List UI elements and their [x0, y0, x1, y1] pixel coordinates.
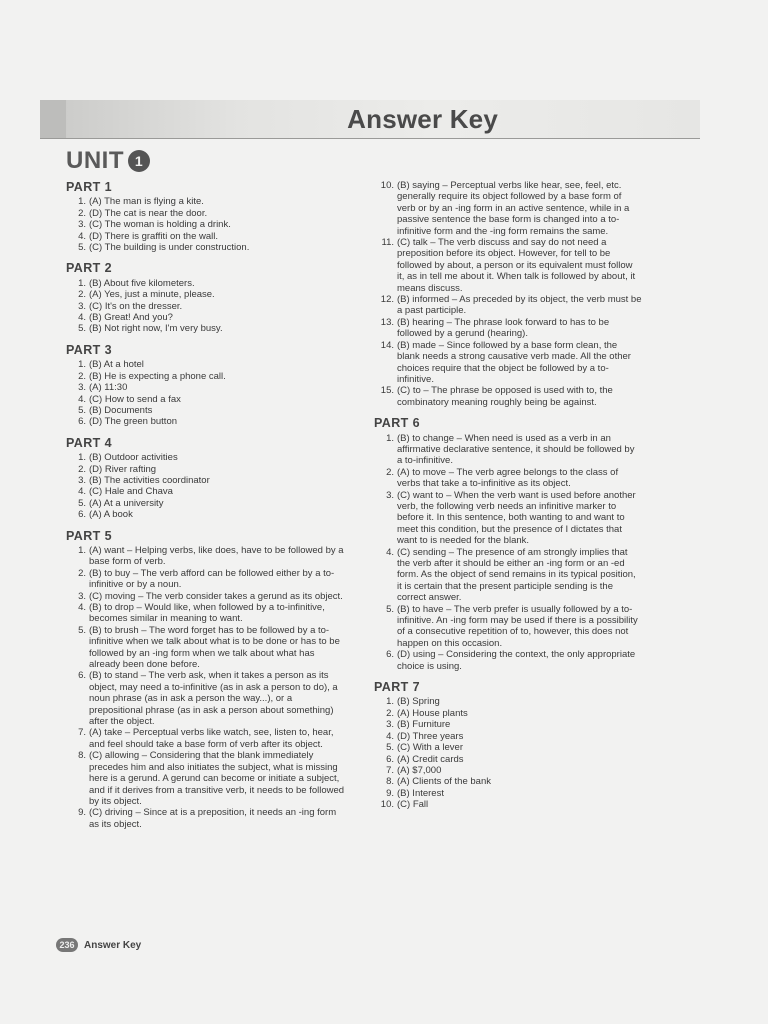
- answer-item: [374, 294, 642, 317]
- answer-item: [374, 340, 642, 386]
- answer-number: 5.: [78, 323, 86, 335]
- answer-text: (B) informed – As preceded by its object, the verb must be a past participle.: [397, 294, 642, 317]
- answer-number: 6.: [386, 649, 394, 661]
- answer-text: (C) talk – The verb discuss and say do not need a preposition before its object. However, for tell to be followed by about, a person or its equivalent must follow it, as in tell me about it. When talk is followed by about, it means discuss.: [397, 237, 636, 294]
- answer-number: 4.: [78, 486, 86, 498]
- answer-text: (A) Yes, just a minute, please.: [89, 289, 215, 301]
- part-title: PART 4: [66, 435, 112, 450]
- answer-text: (A) Credit cards: [397, 753, 464, 765]
- answer-item: [66, 509, 348, 520]
- answer-number: 1.: [78, 544, 86, 556]
- answer-item: [66, 416, 348, 427]
- answer-item: [66, 278, 348, 289]
- answer-item: [374, 776, 642, 787]
- answer-text: (A) $7,000: [397, 764, 442, 776]
- answer-item: [374, 799, 642, 810]
- left-column: [66, 182, 348, 830]
- answer-item: [374, 180, 642, 237]
- answer-text: (C) Fall: [397, 799, 429, 811]
- answer-number: 2.: [78, 567, 86, 579]
- answer-text: (A) A book: [89, 509, 133, 521]
- answer-text: (A) House plants: [397, 707, 468, 719]
- answer-item: [66, 208, 348, 219]
- answer-number: 4.: [78, 602, 86, 613]
- right-column: [374, 180, 642, 811]
- answer-text: (D) There is graffiti on the wall.: [89, 230, 219, 242]
- answer-number: 1.: [386, 432, 394, 444]
- answer-text: (A) Clients of the bank: [397, 776, 491, 788]
- answer-item: [66, 289, 348, 300]
- answer-text: (D) The green button: [89, 416, 178, 428]
- answer-text: (C) driving – Since at is a preposition, it needs an -ing form as its object.: [89, 807, 337, 830]
- answer-text: (B) Outdoor activities: [89, 452, 178, 464]
- answer-number: 1.: [78, 452, 86, 464]
- answer-number: 5.: [78, 242, 86, 254]
- answer-text: (B) to drop – Would like, when followed by a to-infinitive, becomes similar in meaning to want.: [89, 602, 325, 625]
- answer-number: 7.: [386, 764, 394, 776]
- answer-item: [66, 231, 348, 242]
- answer-number: 4.: [78, 393, 86, 405]
- part-title: PART 1: [66, 180, 112, 194]
- answer-item: [374, 490, 642, 547]
- answer-text: (B) to buy – The verb afford can be followed either by a to-infinitive or by a noun.: [89, 567, 335, 591]
- unit-number-badge: 1: [128, 150, 150, 172]
- answer-number: 11.: [381, 237, 394, 249]
- answer-number: 6.: [78, 670, 86, 682]
- answer-number: 6.: [78, 416, 86, 428]
- answer-item: [66, 394, 348, 405]
- unit-heading: [66, 147, 150, 175]
- answer-number: 4.: [386, 546, 394, 558]
- answer-number: 1.: [386, 696, 394, 708]
- answer-item: [374, 649, 642, 672]
- answer-item: [374, 754, 642, 765]
- answer-item: [374, 433, 642, 467]
- answer-text: (B) The activities coordinator: [89, 474, 210, 486]
- answer-item: [66, 807, 348, 830]
- answer-item: [374, 765, 642, 776]
- answer-text: (B) to stand – The verb ask, when it takes a person as its object, may need a to-infinitive (as in ask a person to do), a noun phrase (as in ask a person the way...), or a prepositional phrase (as in ask a person about something) after the object.: [89, 670, 338, 728]
- answer-number: 1.: [78, 277, 86, 289]
- answer-number: 4.: [78, 312, 86, 324]
- answer-item: [66, 727, 348, 750]
- answer-text: (A) want – Helping verbs, like does, have to be followed by a base form of verb.: [89, 544, 344, 568]
- answer-item: [66, 382, 348, 393]
- answer-number: 13.: [380, 316, 394, 328]
- part-title: PART 3: [66, 342, 112, 357]
- answer-number: 8.: [386, 776, 394, 788]
- answer-text: (C) Hale and Chava: [89, 486, 173, 498]
- answer-number: 9.: [386, 787, 394, 799]
- answer-number: 2.: [78, 463, 86, 475]
- answer-item: [66, 312, 348, 323]
- answer-number: 15.: [380, 385, 394, 397]
- answer-number: 3.: [78, 219, 86, 231]
- answer-text: (B) About five kilometers.: [89, 277, 195, 289]
- answer-text: (C) allowing – Considering that the blank immediately precedes him and also initiates the subject, what is missing here is a gerund. A gerund can become or initiate a subject, and if it derives from a transitive verb, it needs to be followed by its object.: [89, 750, 345, 807]
- answer-text: (A) take – Perceptual verbs like watch, see, listen to, hear, and feel should take a base form of verb after its object.: [89, 727, 334, 750]
- answer-item: [66, 750, 348, 807]
- part-title: PART 2: [66, 261, 112, 276]
- answer-number: 14.: [380, 339, 394, 351]
- answer-number: 5.: [78, 624, 86, 636]
- answer-text: (C) The woman is holding a drink.: [89, 219, 231, 231]
- answer-text: (D) using – Considering the context, the only appropriate choice is using.: [397, 649, 636, 672]
- answer-text: (C) How to send a fax: [89, 393, 181, 405]
- answer-text: (B) At a hotel: [89, 359, 144, 371]
- answer-text: (B) Not right now, I'm very busy.: [89, 323, 223, 335]
- answer-item: [374, 696, 642, 707]
- answer-text: (B) to brush – The word forget has to be followed by a to-infinitive when we talk about what is to be done or has to be followed by an -ing form when we talk about what has already been done before.: [89, 624, 340, 671]
- answer-item: [66, 625, 348, 671]
- answer-item: [66, 486, 348, 497]
- answer-item: [66, 359, 348, 370]
- answer-item: [374, 788, 642, 799]
- answer-text: (D) River rafting: [89, 463, 157, 475]
- answer-number: 2.: [386, 466, 394, 478]
- answer-text: (C) to – The phrase be opposed is used with to, the combinatory meaning roughly being be against.: [397, 385, 613, 408]
- answer-text: (C) want to – When the verb want is used before another verb, the following verb needs an infinitive marker to before it. In this sentence, both wanting to and want to meet this condition, but the presence of I dictates that want to is needed for the blank.: [397, 489, 636, 547]
- answer-number: 7.: [78, 727, 86, 739]
- answer-text: (B) made – Since followed by a base form clean, the blank needs a strong causative verb made. All the other choices require that the object be followed by a to-infinitive.: [397, 339, 631, 385]
- answer-text: (A) to move – The verb agree belongs to the class of verbs that take a to-infinitive as its object.: [397, 466, 619, 490]
- answer-item: [374, 385, 642, 408]
- answer-text: (C) sending – The presence of am strongly implies that the verb after it should be either an -ing form or an -ed form. As the object of send remains in its typical position, it is certain that the present participle sending is the correct answer.: [397, 546, 636, 604]
- answer-number: 3.: [78, 590, 86, 602]
- answer-item: [66, 242, 348, 253]
- answer-number: 8.: [78, 750, 86, 762]
- footer: [56, 938, 141, 952]
- answer-number: 2.: [78, 370, 86, 382]
- answer-number: 4.: [78, 230, 86, 242]
- answer-text: (B) Interest: [397, 787, 444, 799]
- page-number: 236: [56, 938, 78, 952]
- answer-item: [66, 219, 348, 230]
- answer-number: 10.: [380, 180, 394, 191]
- answer-text: (B) hearing – The phrase look forward to has to be followed by a gerund (hearing).: [397, 316, 610, 340]
- answer-number: 3.: [78, 382, 86, 394]
- answer-text: (A) The man is flying a kite.: [89, 196, 204, 208]
- answer-text: (D) Three years: [397, 730, 464, 742]
- answer-item: [66, 568, 348, 591]
- page-title: Answer Key: [347, 104, 498, 134]
- answer-number: 1.: [78, 359, 86, 371]
- answer-text: (A) At a university: [89, 497, 164, 509]
- answer-item: [66, 371, 348, 382]
- answer-number: 4.: [386, 730, 394, 742]
- part-title: PART 6: [374, 416, 420, 431]
- answer-number: 6.: [386, 753, 394, 765]
- answer-number: 12.: [380, 294, 394, 306]
- answer-text: (B) Spring: [397, 696, 440, 708]
- answer-number: 10.: [380, 799, 394, 811]
- answer-text: (B) Documents: [89, 404, 153, 416]
- answer-number: 5.: [386, 603, 394, 615]
- unit-label: UNIT: [66, 147, 124, 174]
- answer-item: [66, 670, 348, 727]
- answer-item: [66, 498, 348, 509]
- answer-text: (C) It's on the dresser.: [89, 300, 183, 312]
- answer-item: [374, 708, 642, 719]
- answer-text: (A) 11:30: [89, 382, 128, 394]
- answer-number: 3.: [386, 719, 394, 731]
- answer-text: (C) With a lever: [397, 742, 463, 754]
- header-band-accent: [40, 100, 66, 138]
- answer-item: [374, 467, 642, 490]
- answer-item: [66, 591, 348, 602]
- footer-label: Answer Key: [84, 939, 142, 951]
- answer-number: 3.: [78, 474, 86, 486]
- answer-text: (C) The building is under construction.: [89, 242, 250, 254]
- answer-item: [66, 464, 348, 475]
- answer-item: [374, 742, 642, 753]
- answer-item: [66, 301, 348, 312]
- answer-item: [66, 475, 348, 486]
- answer-number: 6.: [78, 509, 86, 521]
- answer-number: 2.: [386, 707, 394, 719]
- answer-number: 5.: [78, 497, 86, 509]
- answer-number: 3.: [78, 300, 86, 312]
- answer-item: [374, 237, 642, 294]
- answer-text: (C) moving – The verb consider takes a gerund as its object.: [89, 590, 343, 602]
- answer-number: 2.: [78, 207, 86, 219]
- answer-text: (B) to change – When need is used as a verb in an affirmative declarative sentence, it should be followed by a to-infinitive.: [397, 432, 635, 467]
- answer-number: 5.: [78, 404, 86, 416]
- answer-number: 1.: [78, 196, 86, 208]
- answer-text: (B) to have – The verb prefer is usually followed by a to-infinitive. An -ing form may be used if there is a possibility of a consecutive repetition of to, however, this does not happen on this occasion.: [397, 603, 638, 649]
- answer-item: [374, 317, 642, 340]
- answer-item: [66, 405, 348, 416]
- part-title: PART 5: [66, 528, 112, 543]
- answer-number: 9.: [78, 807, 86, 819]
- answer-number: 5.: [386, 742, 394, 754]
- part-title: PART 7: [374, 680, 420, 695]
- answer-item: [66, 602, 348, 625]
- answer-item: [66, 452, 348, 463]
- answer-text: (B) He is expecting a phone call.: [89, 370, 226, 382]
- answer-item: [374, 731, 642, 742]
- answer-text: (B) saying – Perceptual verbs like hear, see, feel, etc. generally require its object followed by a base form of verb or by an -ing form in an active sentence, while in a passive sentence the base form is changed into a to-infinitive form and the -ing form remains the same.: [397, 180, 630, 237]
- answer-number: 2.: [78, 289, 86, 301]
- answer-item: [374, 547, 642, 604]
- answer-item: [66, 545, 348, 568]
- answer-text: (D) The cat is near the door.: [89, 207, 208, 219]
- answer-item: [374, 719, 642, 730]
- answer-item: [66, 196, 348, 207]
- answer-item: [374, 604, 642, 650]
- answer-text: (B) Great! And you?: [89, 312, 173, 324]
- answer-text: (B) Furniture: [397, 719, 451, 731]
- answer-number: 3.: [386, 489, 394, 501]
- answer-item: [66, 323, 348, 334]
